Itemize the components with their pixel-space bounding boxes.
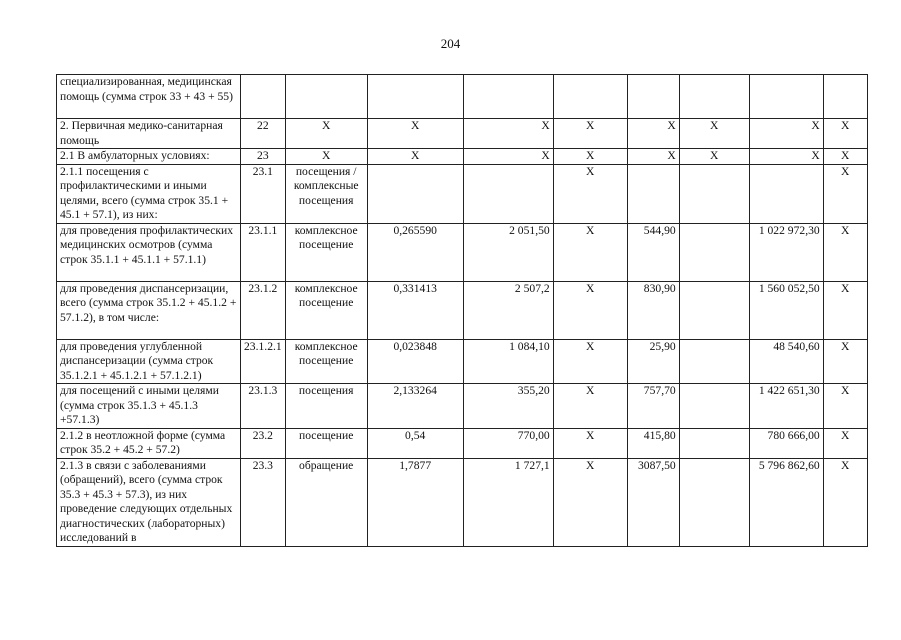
table-row — [57, 149, 868, 165]
cell-col6: 757,70 — [627, 384, 679, 429]
cell-col7: X — [679, 119, 749, 149]
cell-unit: комплексное посещение — [285, 281, 367, 339]
cell-col6: 25,90 — [627, 339, 679, 384]
cell-col7 — [679, 339, 749, 384]
cell-col5: X — [553, 223, 627, 281]
page-number: 204 — [440, 36, 461, 51]
cell-cost — [463, 75, 553, 119]
cell-col8: 1 022 972,30 — [749, 223, 823, 281]
cell-col8: X — [749, 119, 823, 149]
cell-unit: X — [285, 119, 367, 149]
cell-col8: 5 796 862,60 — [749, 458, 823, 546]
cell-row-code: 23.1.2.1 — [241, 339, 286, 384]
cell-col6: 830,90 — [627, 281, 679, 339]
cell-col6: 415,80 — [627, 428, 679, 458]
cell-label: 2. Первичная медико-санитарная помощь — [57, 119, 241, 149]
cell-label: 2.1.2 в неотложной форме (сумма строк 35.2 + 45.2 + 57.2) — [57, 428, 241, 458]
cell-norm: 2,133264 — [367, 384, 463, 429]
cell-cost: X — [463, 149, 553, 165]
cell-col5: X — [553, 149, 627, 165]
cell-unit: комплексное посещение — [285, 223, 367, 281]
cell-col9: X — [823, 149, 867, 165]
cell-label: для проведения профилактических медицинских осмотров (сумма строк 35.1.1 + 45.1.1 + 57.1.1) — [57, 223, 241, 281]
cell-col5: X — [553, 428, 627, 458]
table-row — [57, 428, 868, 458]
cell-cost: 355,20 — [463, 384, 553, 429]
cell-col6: 3087,50 — [627, 458, 679, 546]
cell-col9: X — [823, 339, 867, 384]
cell-label: 2.1.1 посещения с профилактическими и иными целями, всего (сумма строк 35.1 + 45.1 + 57.1), из них: — [57, 164, 241, 223]
table-row — [57, 281, 868, 339]
cell-col7 — [679, 75, 749, 119]
cell-col9: X — [823, 384, 867, 429]
cell-norm — [367, 75, 463, 119]
cell-norm: 0,54 — [367, 428, 463, 458]
cell-row-code: 23.1.3 — [241, 384, 286, 429]
table-row — [57, 75, 868, 119]
cell-label: 2.1 В амбулаторных условиях: — [57, 149, 241, 165]
cell-col8: X — [749, 149, 823, 165]
cell-label: для посещений с иными целями (сумма строк 35.1.3 + 45.1.3 +57.1.3) — [57, 384, 241, 429]
table-row — [57, 384, 868, 429]
cell-label: для проведения углубленной диспансеризации (сумма строк 35.1.2.1 + 45.1.2.1 + 57.1.2.1) — [57, 339, 241, 384]
cell-norm: 0,331413 — [367, 281, 463, 339]
cell-col9: X — [823, 281, 867, 339]
cell-col9: X — [823, 458, 867, 546]
cell-col5: X — [553, 339, 627, 384]
cell-row-code: 23.1 — [241, 164, 286, 223]
cell-label: специализированная, медицинская помощь (сумма строк 33 + 43 + 55) — [57, 75, 241, 119]
tariff-table — [56, 74, 868, 547]
cell-col8 — [749, 164, 823, 223]
cell-norm: X — [367, 119, 463, 149]
cell-row-code: 23 — [241, 149, 286, 165]
cell-cost — [463, 164, 553, 223]
cell-cost: 1 084,10 — [463, 339, 553, 384]
cell-col6: X — [627, 149, 679, 165]
cell-col7 — [679, 458, 749, 546]
cell-col6 — [627, 75, 679, 119]
cell-col7 — [679, 384, 749, 429]
cell-col9: X — [823, 223, 867, 281]
cell-col6 — [627, 164, 679, 223]
cell-cost: 1 727,1 — [463, 458, 553, 546]
cell-col7 — [679, 223, 749, 281]
cell-col5: X — [553, 164, 627, 223]
cell-col5: X — [553, 281, 627, 339]
table-body — [57, 75, 868, 547]
cell-cost: 2 051,50 — [463, 223, 553, 281]
cell-unit: посещения — [285, 384, 367, 429]
cell-col8: 780 666,00 — [749, 428, 823, 458]
cell-col5: X — [553, 384, 627, 429]
table-row — [57, 164, 868, 223]
cell-norm: 0,265590 — [367, 223, 463, 281]
cell-unit: комплексное посещение — [285, 339, 367, 384]
cell-unit — [285, 75, 367, 119]
cell-col8: 1 422 651,30 — [749, 384, 823, 429]
cell-unit: посещение — [285, 428, 367, 458]
cell-col9: X — [823, 119, 867, 149]
cell-col7 — [679, 164, 749, 223]
cell-row-code: 23.1.2 — [241, 281, 286, 339]
cell-norm: 1,7877 — [367, 458, 463, 546]
cell-label: 2.1.3 в связи с заболеваниями (обращений), всего (сумма строк 35.3 + 45.3 + 57.3), из них проведение следующих отдельных диагностических (лабораторных) исследований в — [57, 458, 241, 546]
cell-unit: посещения / комплексные посещения — [285, 164, 367, 223]
table-row — [57, 223, 868, 281]
cell-norm: X — [367, 149, 463, 165]
cell-norm — [367, 164, 463, 223]
cell-col6: 544,90 — [627, 223, 679, 281]
cell-row-code: 23.3 — [241, 458, 286, 546]
cell-col9: X — [823, 164, 867, 223]
cell-col8 — [749, 75, 823, 119]
cell-unit: обращение — [285, 458, 367, 546]
cell-col9 — [823, 75, 867, 119]
cell-col9: X — [823, 428, 867, 458]
cell-row-code: 22 — [241, 119, 286, 149]
cell-col5 — [553, 75, 627, 119]
cell-col8: 1 560 052,50 — [749, 281, 823, 339]
cell-cost: X — [463, 119, 553, 149]
table-row — [57, 119, 868, 149]
cell-cost: 770,00 — [463, 428, 553, 458]
cell-col7: X — [679, 149, 749, 165]
cell-cost: 2 507,2 — [463, 281, 553, 339]
cell-col6: X — [627, 119, 679, 149]
cell-row-code — [241, 75, 286, 119]
cell-col7 — [679, 428, 749, 458]
cell-norm: 0,023848 — [367, 339, 463, 384]
cell-label: для проведения диспансеризации, всего (сумма строк 35.1.2 + 45.1.2 + 57.1.2), в том числе: — [57, 281, 241, 339]
cell-unit: X — [285, 149, 367, 165]
cell-row-code: 23.2 — [241, 428, 286, 458]
cell-row-code: 23.1.1 — [241, 223, 286, 281]
cell-col5: X — [553, 119, 627, 149]
table-row — [57, 339, 868, 384]
cell-col8: 48 540,60 — [749, 339, 823, 384]
cell-col5: X — [553, 458, 627, 546]
cell-col7 — [679, 281, 749, 339]
table-row — [57, 458, 868, 546]
